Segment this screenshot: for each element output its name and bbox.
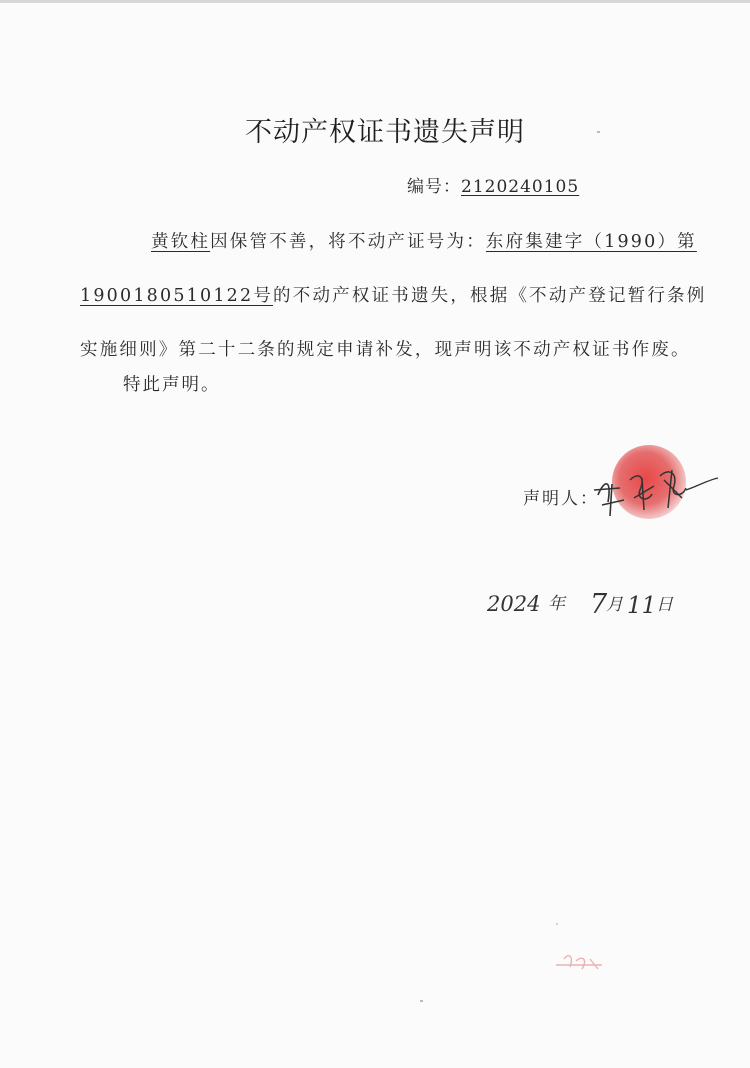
document-number: [407, 172, 579, 197]
number-label: 编号：: [407, 177, 461, 197]
scan-speck: [420, 1000, 423, 1002]
date-year-char: 年: [548, 594, 565, 614]
handwritten-signature: [590, 450, 725, 530]
document-title: 不动产权证书遗失声明: [245, 117, 525, 148]
date-day: 11: [627, 593, 657, 619]
scan-top-edge: [0, 0, 750, 3]
body-text-1: 因保管不善，将不动产证号为：: [210, 232, 486, 252]
body-line-3: [80, 323, 692, 377]
owner-name: 黄钦柱: [151, 232, 211, 252]
certificate-number-part2: 1900180510122号: [80, 286, 274, 306]
body-text-3: 实施细则》第二十二条的规定申请补发，现声明该不动产权证书作废。: [80, 340, 691, 360]
declarant-label: 声明人：: [523, 489, 599, 509]
date-year: 2024: [487, 592, 541, 616]
body-line-2: [80, 269, 707, 323]
closing-statement: 特此声明。: [123, 375, 221, 395]
body-line-1: [80, 215, 697, 269]
body-text-2: 的不动产权证书遗失，根据《不动产登记暂行条例: [273, 286, 707, 306]
date-day-char: 日: [656, 595, 673, 615]
certificate-number-part1: 东府集建字（1990）第: [485, 232, 697, 252]
faint-red-mark: [552, 915, 612, 980]
date-month: 7: [590, 589, 608, 620]
handwritten-date: [485, 583, 685, 623]
date-month-char: 月: [606, 595, 623, 615]
declaration-body: [80, 215, 707, 377]
scan-speck: [597, 131, 600, 133]
number-value: 2120240105: [461, 177, 580, 197]
